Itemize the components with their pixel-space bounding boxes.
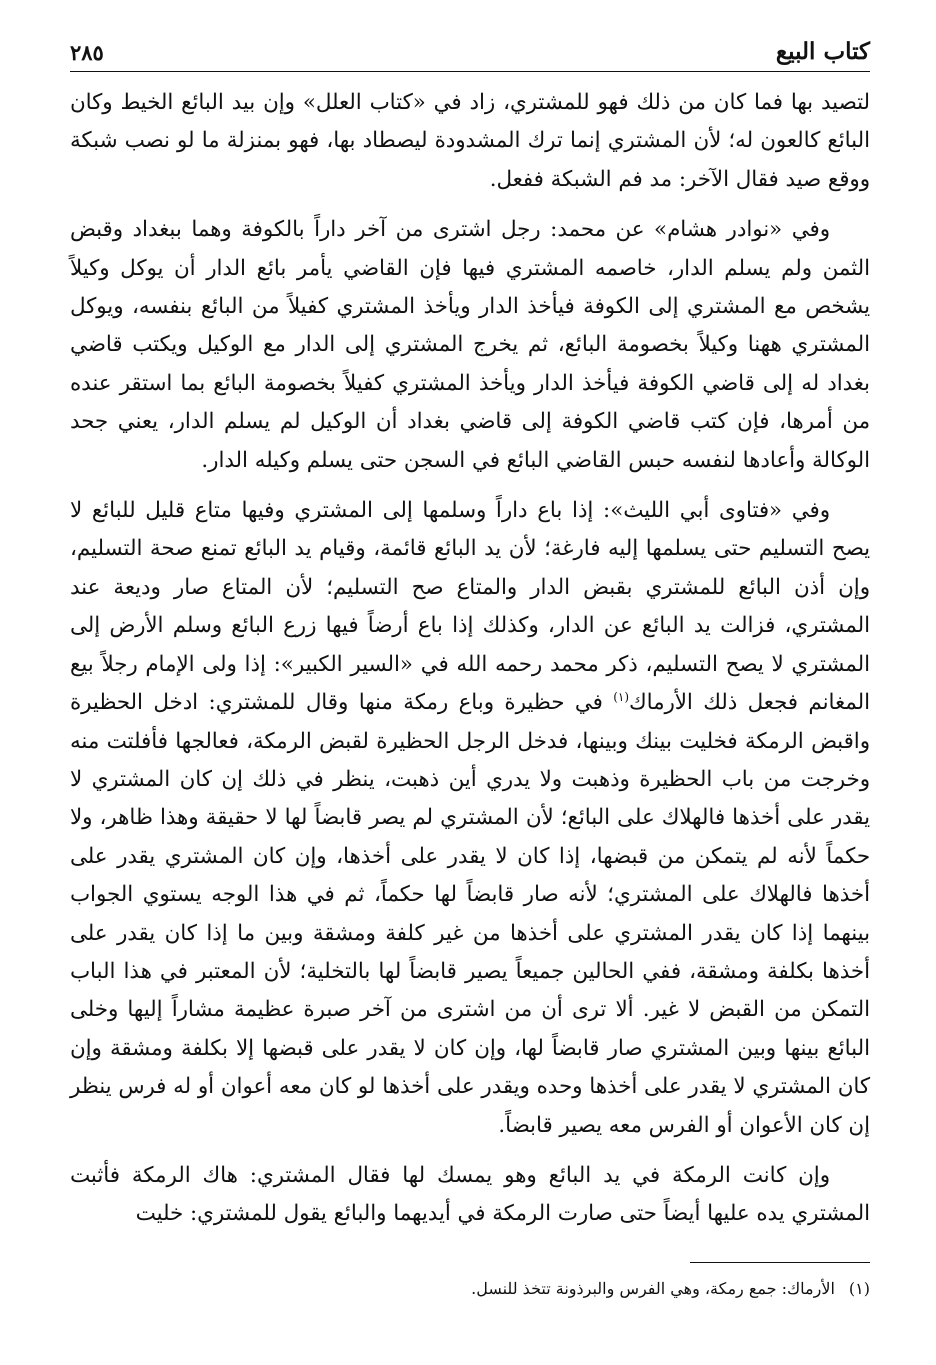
paragraph-3-part-2: في حظيرة وباع رمكة منها وقال للمشتري: ادخل الحظيرة واقبض الرمكة فخليت بينك وبينها، فدخل الرجل الحظيرة لقبض الرمكة، فعالجها فأفلتت منه وخرجت من باب الحظيرة وذهبت ولا يدري أين ذهبت، ينظر في ذلك إن كان المشتري لا يقدر على أخذها فالهلاك على البائع؛ لأن المشتري لم يصر قابضاً لها لا حقيقة وهذا ظاهر، ولا حكماً لأنه لم يتمكن من قبضها، إذا كان لا يقدر على أخذها، وإن كان المشتري يقدر على أخذها فالهلاك على المشتري؛ لأنه صار قابضاً لها حكماً، ثم في هذا الوجه يستوي الجواب بينهما إذا كان يقدر المشتري على أخذها من غير كلفة ومشقة وبين ما إذا كان يقدر على أخذها بكلفة ومشقة، ففي الحالين جميعاً يصير قابضاً لها بالتخلية؛ لأن المعتبر في هذا الباب التمكن من القبض لا غير. ألا ترى أن من اشترى من آخر صبرة عظيمة مشاراً إليها وخلى البائع بينها وبين المشتري صار قابضاً لها، وإن كان لا يقدر على قبضها إلا بكلفة ومشقة وإن كان المشتري لا يقدر على أخذها وحده ويقدر على أخذها لو كان معه أعوان أو له فرس ينظر إن كان الأعوان أو الفرس معه يصير قابضاً. [70, 690, 870, 1138]
footnote-divider [690, 1262, 870, 1263]
page-number: ٢٨٥ [70, 40, 104, 65]
footnote-marker: (١) [848, 1279, 870, 1298]
main-text [70, 84, 870, 1234]
footnote [70, 1276, 870, 1302]
paragraph-4: وإن كانت الرمكة في يد البائع وهو يمسك لها فقال المشتري: هاك الرمكة فأثبت المشتري يده عليها أيضاً حتى صارت الرمكة في أيديهما والبائع يقول للمشتري: خليت [70, 1162, 870, 1227]
paragraph-2: وفي «نوادر هشام» عن محمد: رجل اشترى من آخر داراً بالكوفة وهما ببغداد وقبض الثمن ولم يسلم الدار، خاصمه المشتري فيها فإن القاضي يأمر بائع الدار أن يوكل وكيلاً يشخص مع المشتري إلى الكوفة فيأخذ الدار ويأخذ المشتري كفيلاً من البائع بنفسه، ويوكل المشتري ههنا وكيلاً بخصومة البائع، ثم يخرج المشتري إلى الدار مع الوكيل ويكتب قاضي بغداد له إلى قاضي الكوفة فيأخذ الدار ويأخذ المشتري كفيلاً بخصومة البائع بما استقر عنده من أمرها، فإن كتب قاضي الكوفة إلى قاضي بغداد أن الوكيل لم يسلم الدار، يعني جحد الوكالة وأعادها لنفسه حبس القاضي البائع في السجن حتى يسلم وكيله الدار. [70, 217, 870, 473]
paragraph-1: لتصيد بها فما كان من ذلك فهو للمشتري، زاد في «كتاب العلل» وإن بيد البائع الخيط وكان البائع كالعون له؛ لأن المشتري إنما ترك المشدودة ليصطاد بها، فهو بمنزلة ما لو نصب شبكة ووقع صيد فقال الآخر: مد فم الشبكة ففعل. [70, 90, 870, 192]
book-page [70, 28, 870, 1348]
paragraph-3 [70, 492, 870, 1145]
paragraph-3-part-1: وفي «فتاوى أبي الليث»: إذا باع داراً وسلمها إلى المشتري وفيها متاع قليل للبائع لا يصح التسليم حتى يسلمها إليه فارغة؛ لأن يد البائع قائمة، وقيام يد البائع تمنع صحة التسليم، وإن أذن البائع للمشتري بقبض الدار والمتاع صح التسليم؛ لأن المتاع صار وديعة عند المشتري، فزالت يد البائع عن الدار، وكذلك إذا باع أرضاً فيها زرع البائع وسلم الأرض إلى المشتري لا يصح التسليم، ذكر محمد رحمه الله في «السير الكبير»: إذا ولى الإمام رجلاً بيع المغانم فجعل ذلك الأرماك [70, 498, 870, 716]
running-header [70, 28, 870, 72]
book-title: كتاب البيع [775, 38, 870, 65]
footnote-text: الأرماك: جمع رمكة، وهي الفرس والبرذونة تتخذ للنسل. [471, 1279, 835, 1298]
footnote-reference[interactable]: (١) [613, 690, 630, 704]
